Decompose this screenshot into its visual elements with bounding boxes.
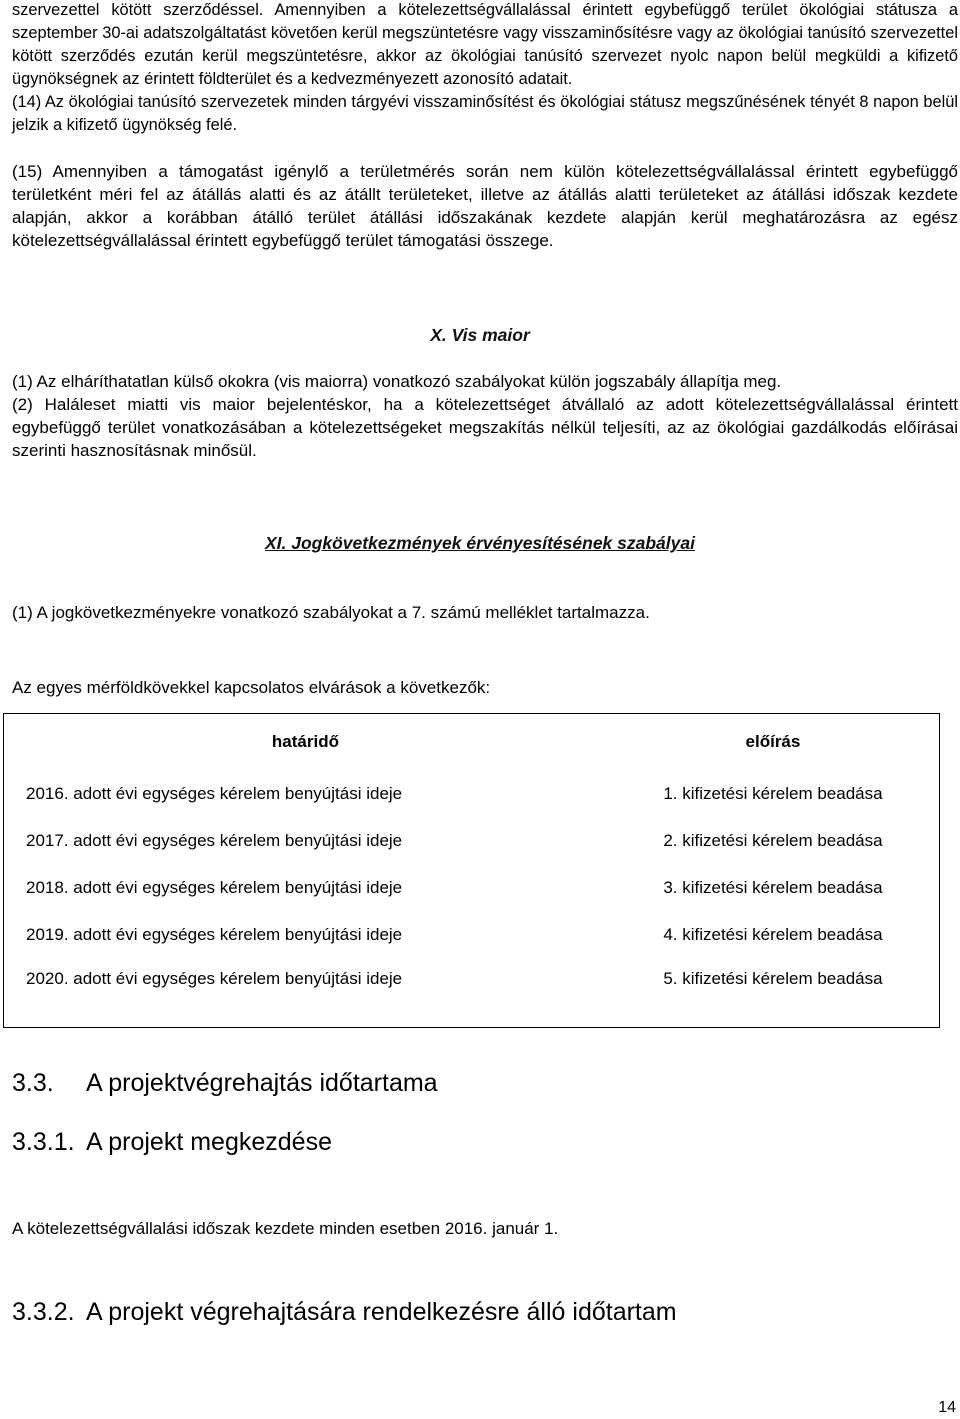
section-x-title (0, 325, 960, 346)
heading-3-3-title: A projektvégrehajtás időtartama (86, 1069, 438, 1097)
table-cell-requirement: 4. kifizetési kérelem beadása (663, 924, 883, 944)
table-cell-requirement: 5. kifizetési kérelem beadása (663, 969, 883, 988)
heading-3-3-2 (12, 1298, 677, 1327)
section-x-paragraph-1: (1) Az elháríthatatlan külső okokra (vis maiorra) vonatkozó szabályokat külön jogszabály állapítja meg. (12, 372, 782, 391)
milestones-intro (12, 676, 958, 699)
section-xi-title (0, 533, 960, 554)
table-cell-deadline: 2019. adott évi egységes kérelem benyújtási ideje (26, 924, 403, 944)
milestones-table (3, 713, 940, 1028)
heading-3-3-number: 3.3. (12, 1069, 54, 1097)
column-header-requirement: előírás (745, 732, 801, 751)
paragraph-15: (15) Amennyiben a támogatást igénylő a területmérés során nem külön kötelezettségvállalással érintett egybefüggő területként méri fel az átállás alatti és az átállt területeket, illetve az átállás alatti területeket az átállási időszak kezdete alapján, akkor a korábban átálló terület átállási időszakának kezdete alapján kerül meghatározásra az egész kötelezettségvállalással érintett egybefüggő terület támogatási összege. (12, 162, 958, 250)
section-x-number: X. (430, 325, 447, 345)
page-number: 14 (938, 1399, 956, 1416)
paragraph-13-continuation: szervezettel kötött szerződéssel. Amennyiben a kötelezettségvállalással érintett egybefüggő terület ökológiai státusza a szeptember 30-ai adatszolgáltatást követően kerül megszüntetésre vagy visszaminősítésre vagy az ökológiai tanúsító szervezettel kötött szerződés ezután kerül megszüntetésre, akkor az ökológiai tanúsító szervezet nyolc napon belül megküldi a kifizető ügynökségnek az érintett földterület és a kedvezményezett azonosító adatait. (12, 1, 958, 88)
start-text-block (12, 1217, 958, 1240)
heading-3-3-1-title: A projekt megkezdése (86, 1128, 332, 1156)
paragraph-15-block (12, 160, 958, 252)
heading-3-3-1-number: 3.3.1. (12, 1128, 75, 1156)
heading-3-3-2-number: 3.3.2. (12, 1298, 75, 1326)
heading-3-3-1 (12, 1128, 332, 1157)
milestones-intro-text: Az egyes mérföldkövekkel kapcsolatos elvárások a következők: (12, 678, 491, 697)
table-cell-requirement: 2. kifizetési kérelem beadása (663, 830, 883, 850)
section-xi-paragraph-1: (1) A jogkövetkezményekre vonatkozó szabályokat a 7. számú melléklet tartalmazza. (12, 603, 650, 622)
table-row (4, 817, 940, 864)
table-cell-deadline: 2020. adott évi egységes kérelem benyújtási ideje (26, 969, 403, 988)
section-x-name: Vis maior (451, 325, 530, 345)
section-x-body (12, 370, 958, 462)
table-cell-requirement: 3. kifizetési kérelem beadása (663, 877, 883, 897)
table-cell-deadline: 2016. adott évi egységes kérelem benyújtási ideje (26, 783, 403, 803)
section-xi-body (12, 601, 958, 624)
section-x-paragraph-2: (2) Haláleset miatti vis maior bejelentéskor, ha a kötelezettséget átvállaló az adott kötelezettségvállalással érintett egybefüggő terület vonatkozásában a kötelezettségeket megszakítás nélkül teljesíti, az az ökológiai gazdálkodás előírásai szerinti hasznosításnak minősül. (12, 395, 958, 460)
column-header-deadline: határidő (271, 732, 339, 751)
start-text: A kötelezettségvállalási időszak kezdete minden esetben 2016. január 1. (12, 1219, 559, 1238)
table-row (4, 770, 940, 817)
heading-3-3-2-title: A projekt végrehajtására rendelkezésre álló időtartam (86, 1298, 677, 1326)
section-xi-name: XI. Jogkövetkezmények érvényesítésének szabályai (265, 533, 695, 553)
paragraph-14: (14) Az ökológiai tanúsító szervezetek minden tárgyévi visszaminősítést és ökológiai státusz megszűnésének tényét 8 napon belül jelzik a kifizető ügynökség felé. (12, 93, 958, 134)
table-row (4, 911, 940, 958)
table-row (4, 958, 940, 1028)
table-cell-deadline: 2017. adott évi egységes kérelem benyújtási ideje (26, 830, 403, 850)
top-text-block (12, 0, 958, 137)
heading-3-3 (12, 1069, 438, 1098)
table-cell-deadline: 2018. adott évi egységes kérelem benyújtási ideje (26, 877, 403, 897)
table-header-row (4, 714, 940, 771)
table-row (4, 864, 940, 911)
table-cell-requirement: 1. kifizetési kérelem beadása (663, 783, 883, 803)
